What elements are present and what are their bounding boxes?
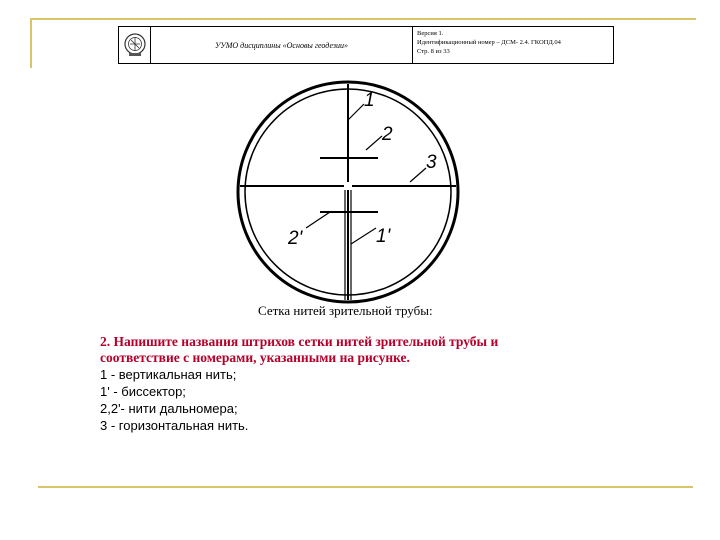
id-number-text: Идентификационный номер – ДСМ- 2.4. ГКОПД.04 <box>417 39 561 46</box>
header-title-cell <box>151 27 413 63</box>
leader-line-3 <box>410 168 426 182</box>
document-header <box>118 26 614 64</box>
figure-caption: Сетка нитей зрительной трубы: <box>258 303 433 318</box>
leader-line-2-prime <box>306 212 330 228</box>
label-1-prime: 1' <box>376 226 391 247</box>
university-logo-icon <box>123 32 147 58</box>
answer-list <box>100 366 620 434</box>
label-2: 2 <box>382 124 393 145</box>
leader-line-1 <box>348 104 364 120</box>
top-rule <box>30 18 696 20</box>
answer-item: 3 - горизонтальная нить. <box>100 418 249 433</box>
bisector-gap <box>344 182 352 190</box>
logo-cell <box>119 27 151 63</box>
reticle-diagram <box>232 78 464 308</box>
left-rule <box>30 18 32 68</box>
answer-item: 1 - вертикальная нить; <box>100 367 237 382</box>
task-heading-line-2: соответствие с номерами, указанными на рисунке. <box>100 350 410 365</box>
label-2-prime: 2' <box>288 228 303 249</box>
task-heading-line-1: 2. Напишите названия штрихов сетки нитей зрительной трубы и <box>100 334 499 349</box>
answer-item: 2,2'- нити дальномера; <box>100 401 238 416</box>
bottom-rule <box>38 486 693 488</box>
label-1: 1 <box>364 90 375 111</box>
leader-line-1-prime <box>351 228 376 244</box>
task-block <box>100 334 620 434</box>
answer-item: 1' - биссектор; <box>100 384 186 399</box>
header-info-cell <box>413 27 613 63</box>
label-3: 3 <box>426 152 437 173</box>
header-title: УУМО дисциплины «Основы геодезии» <box>214 40 349 50</box>
page-number-text: Стр. 8 из 33 <box>417 48 450 55</box>
version-text: Версия 1. <box>417 30 444 37</box>
leader-line-2 <box>366 136 382 150</box>
